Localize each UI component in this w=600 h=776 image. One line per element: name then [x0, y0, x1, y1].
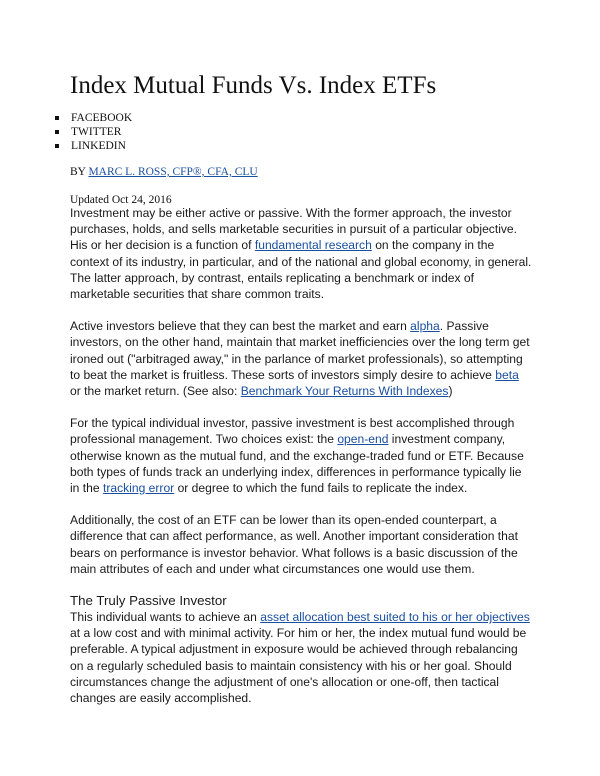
share-facebook-label[interactable]: FACEBOOK — [71, 112, 133, 124]
bullet-icon — [55, 144, 59, 148]
alpha-link[interactable]: alpha — [410, 319, 440, 334]
paragraph-text: Investment may be either active or passive. With the former approach, the investor purchases, holds, and sells marketable securities in pursuit of a particular objective. His or her decision is a function of — [70, 206, 518, 253]
paragraph-5 — [70, 609, 532, 706]
paragraph-4 — [70, 512, 532, 577]
benchmark-returns-link[interactable]: Benchmark Your Returns With Indexes — [240, 384, 449, 399]
fundamental-research-link[interactable]: fundamental research — [254, 238, 372, 253]
paragraph-text: at a low cost and with minimal activity. For him or her, the index mutual fund would be preferable. A typical adjustment in exposure would be achieved through rebalancing on a regularly scheduled basis to maintain consistency with his or her goal. Should circumstances change the adjustment of one's allocation or one-off, then tactical changes are easily accomplished. — [70, 626, 527, 706]
beta-link[interactable]: beta — [495, 367, 519, 382]
article-title: Index Mutual Funds Vs. Index ETFs — [70, 72, 437, 99]
paragraph-text: or the market return. (See also: — [70, 384, 241, 399]
paragraph-1 — [70, 205, 532, 302]
paragraph-text: For the typical individual investor, passive investment is best accomplished through professional management. Two choices exist: the — [70, 416, 515, 447]
share-twitter[interactable] — [52, 125, 132, 139]
share-linkedin[interactable] — [52, 139, 132, 153]
open-end-link[interactable]: open-end — [337, 432, 389, 447]
bullet-icon — [55, 116, 59, 120]
section-heading: The Truly Passive Investor — [70, 593, 227, 609]
updated-date: Updated Oct 24, 2016 — [70, 194, 172, 206]
paragraph-text: investment company, otherwise known as the mutual fund, and the exchange-traded fund or ETF. Because both types of funds track an underlying index, differences in performance typically lie in the — [70, 432, 524, 496]
paragraph-3 — [70, 415, 532, 496]
paragraph-text: This individual wants to achieve an — [70, 610, 261, 625]
share-twitter-label[interactable]: TWITTER — [71, 126, 122, 138]
paragraph-2 — [70, 318, 532, 399]
paragraph-text: . Passive investors, on the other hand, maintain that market inefficiencies over the long term get ironed out ("arbitraged away," in the parlance of market professionals), so attempting to beat the market is fruitless. These sorts of investors simply desire to achieve — [70, 319, 530, 382]
bullet-icon — [55, 130, 59, 134]
byline — [70, 165, 258, 179]
paragraph-text: on the company in the context of its industry, in particular, and of the national and global economy, in general. The latter approach, by contrast, entails replicating a benchmark or index of marketable securities that share common traits. — [70, 238, 532, 302]
share-linkedin-label[interactable]: LINKEDIN — [71, 140, 126, 152]
paragraph-text: Active investors believe that they can best the market and earn — [70, 319, 411, 334]
paragraph-text: ) — [448, 384, 453, 399]
byline-prefix: BY — [70, 166, 89, 178]
paragraph-text: Additionally, the cost of an ETF can be lower than its open-ended counterpart, a difference that can affect performance, as well. Another important consideration that bears on performance is investor behavior. What follows is a basic discussion of the main attributes of each and under what circumstances one would use them. — [70, 513, 518, 576]
tracking-error-link[interactable]: tracking error — [102, 481, 175, 496]
asset-allocation-link[interactable]: asset allocation best suited to his or her objectives — [260, 610, 530, 625]
paragraph-text: or degree to which the fund fails to replicate the index. — [174, 481, 468, 496]
author-link[interactable]: MARC L. ROSS, CFP®, CFA, CLU — [88, 166, 258, 178]
share-facebook[interactable] — [52, 111, 132, 125]
share-links — [52, 111, 132, 153]
article-body — [70, 205, 532, 706]
